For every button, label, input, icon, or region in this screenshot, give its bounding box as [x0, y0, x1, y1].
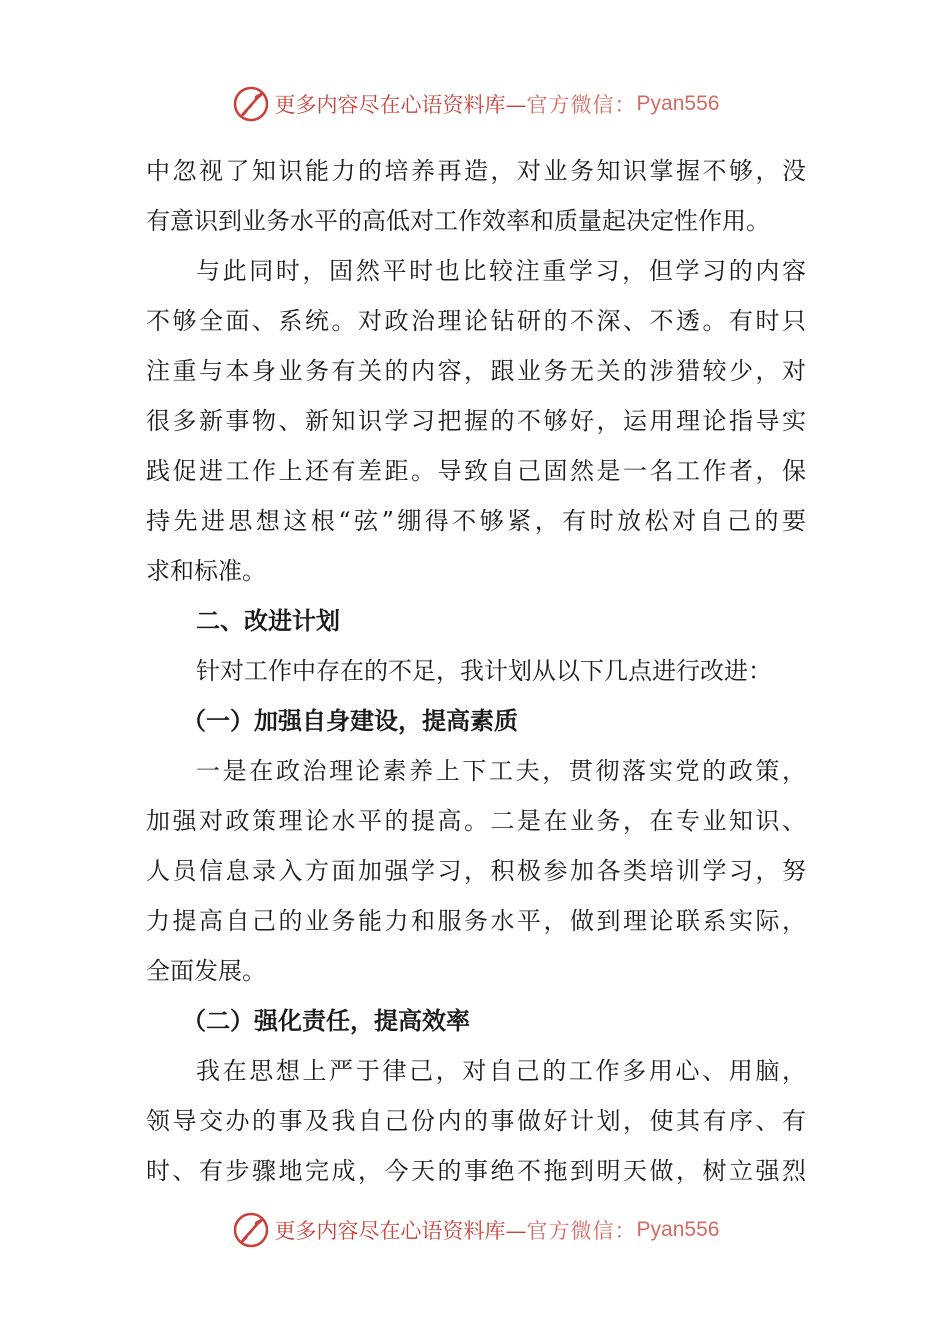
quill-logo-icon — [231, 84, 271, 124]
paragraph-line: 全面发展。 — [146, 957, 266, 985]
banner-wechat-label: 官方微信： — [526, 1219, 637, 1243]
subsection-heading: （二）强化责任，提高效率 — [182, 1006, 470, 1035]
paragraph-line: 加强对政策理论水平的提高。二是在业务，在专业知识、 — [146, 807, 806, 835]
paragraph-line: 人员信息录入方面加强学习，积极参加各类培训学习，努 — [146, 857, 806, 885]
quill-logo-icon — [231, 1210, 271, 1250]
paragraph-line: 力提高自己的业务能力和服务水平，做到理论联系实际， — [146, 907, 806, 935]
paragraph-line: 与此同时，固然平时也比较注重学习，但学习的内容 — [196, 257, 806, 285]
paragraph-line: 针对工作中存在的不足，我计划从以下几点进行改进： — [196, 657, 772, 685]
banner-text: 更多内容尽在心语资料库— — [274, 93, 527, 117]
banner-wechat-id: Pyan556 — [636, 92, 720, 115]
paragraph-line: 求和标准。 — [146, 557, 266, 585]
banner-wechat-id: Pyan556 — [636, 1218, 720, 1241]
document-body — [146, 146, 806, 1196]
paragraph-line: 我在思想上严于律己，对自己的工作多用心、用脑， — [196, 1057, 806, 1085]
subsection-heading: （一）加强自身建设，提高素质 — [182, 706, 518, 735]
banner-text: 更多内容尽在心语资料库— — [274, 1219, 527, 1243]
banner-wechat-label: 官方微信： — [526, 93, 637, 117]
paragraph-line: 践促进工作上还有差距。导致自己固然是一名工作者，保 — [146, 457, 806, 485]
paragraph-line: 时、有步骤地完成，今天的事绝不拖到明天做，树立强烈 — [146, 1157, 806, 1185]
header-watermark-banner — [0, 80, 950, 128]
section-heading: 二、改进计划 — [196, 606, 340, 635]
paragraph-line: 有意识到业务水平的高低对工作效率和质量起决定性作用。 — [146, 207, 770, 235]
paragraph-line: 中忽视了知识能力的培养再造，对业务知识掌握不够，没 — [146, 157, 806, 185]
paragraph-line: 不够全面、系统。对政治理论钻研的不深、不透。有时只 — [146, 307, 806, 335]
paragraph-line: 领导交办的事及我自己份内的事做好计划，使其有序、有 — [146, 1107, 806, 1135]
paragraph-line: 注重与本身业务有关的内容，跟业务无关的涉猎较少，对 — [146, 357, 806, 385]
paragraph-line: 很多新事物、新知识学习把握的不够好，运用理论指导实 — [146, 407, 806, 435]
footer-watermark-banner — [0, 1206, 950, 1254]
paragraph-line: 持先进思想这根“弦”绷得不够紧，有时放松对自己的要 — [146, 507, 806, 535]
paragraph-line: 一是在政治理论素养上下工夫，贯彻落实党的政策， — [196, 757, 806, 785]
